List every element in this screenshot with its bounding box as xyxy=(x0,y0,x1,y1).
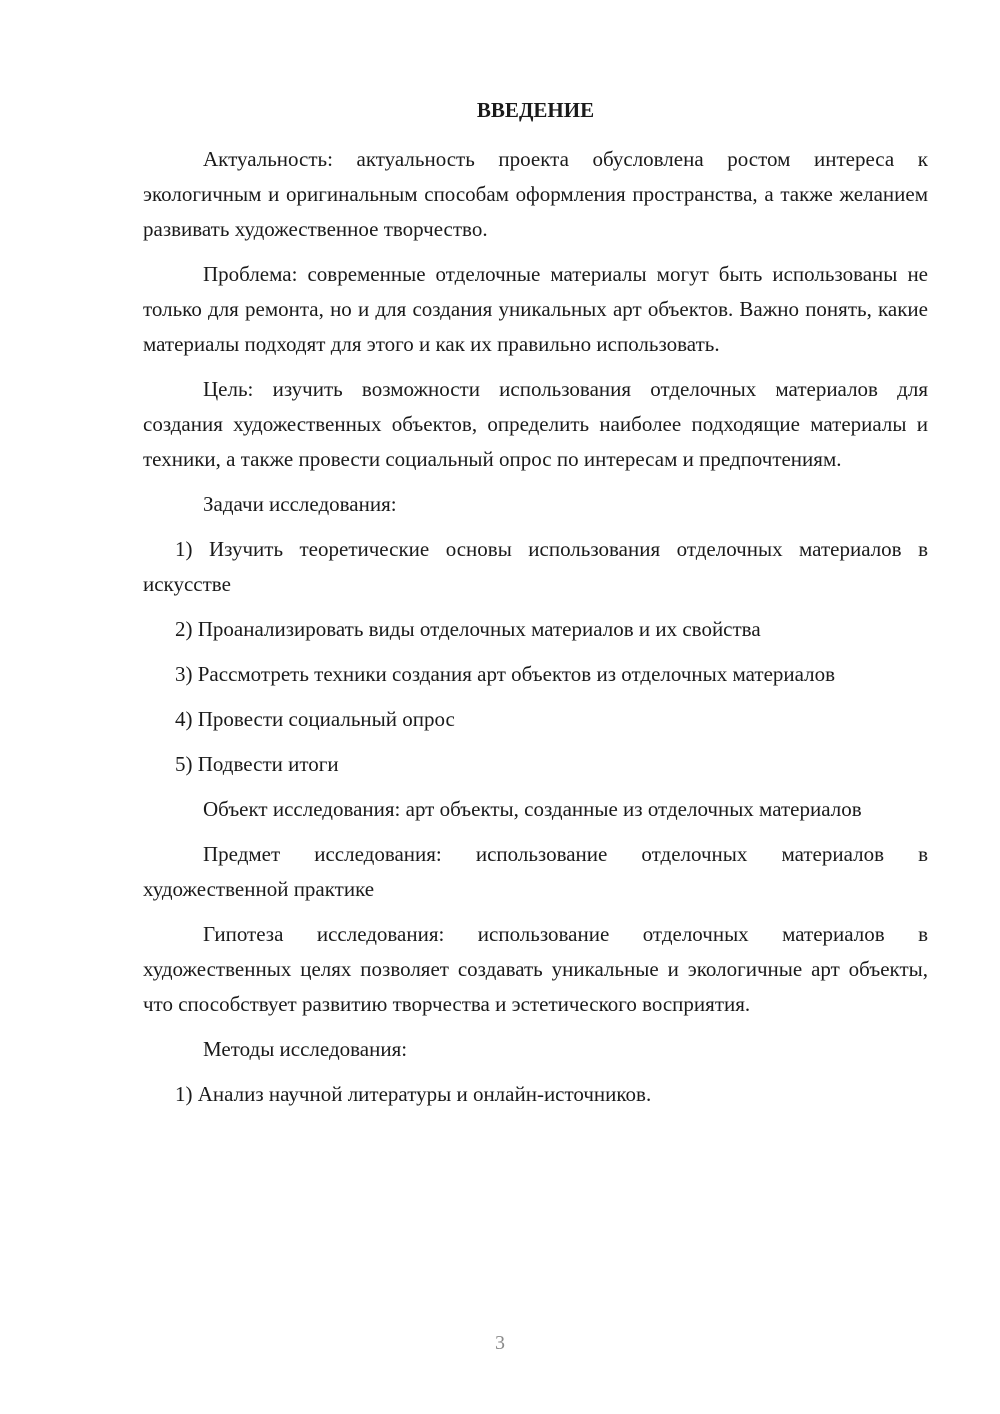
subject-paragraph: Предмет исследования: использование отделочных материалов в художественной практике xyxy=(143,842,928,901)
goal-paragraph: Цель: изучить возможности использования отделочных материалов для создания художественных объектов, определить наиболее подходящие материалы и техники, а также провести социальный опрос по интересам и предпочтениям. xyxy=(143,377,928,471)
relevance-paragraph: Актуальность: актуальность проекта обусловлена ростом интереса к экологичным и оригинальным способам оформления пространства, а также желанием развивать художественное творчество. xyxy=(143,147,928,241)
section-title: ВВЕДЕНИЕ xyxy=(476,98,595,122)
hypothesis-paragraph: Гипотеза исследования: использование отделочных материалов в художественных целях позволяет создавать уникальные и экологичные арт объекты, что способствует развитию творчества и эстетического восприятия. xyxy=(143,922,928,1016)
problem-paragraph: Проблема: современные отделочные материалы могут быть использованы не только для ремонта, но и для создания уникальных арт объектов. Важно понять, какие материалы подходят для этого и как их правильно использовать. xyxy=(143,262,928,356)
method-item: 1) Анализ научной литературы и онлайн-источников. xyxy=(175,1082,652,1106)
task-item: 5) Подвести итоги xyxy=(175,752,339,776)
task-item: 2) Проанализировать виды отделочных материалов и их свойства xyxy=(175,617,761,641)
object-paragraph: Объект исследования: арт объекты, созданные из отделочных материалов xyxy=(203,797,862,821)
task-item: 4) Провести социальный опрос xyxy=(175,707,455,731)
task-item: 1) Изучить теоретические основы использования отделочных материалов в искусстве xyxy=(143,537,928,596)
task-item: 3) Рассмотреть техники создания арт объектов из отделочных материалов xyxy=(175,662,836,686)
document-page xyxy=(143,96,928,1122)
page-number: 3 xyxy=(495,1332,505,1354)
methods-heading: Методы исследования: xyxy=(203,1037,408,1061)
tasks-heading: Задачи исследования: xyxy=(203,492,397,516)
